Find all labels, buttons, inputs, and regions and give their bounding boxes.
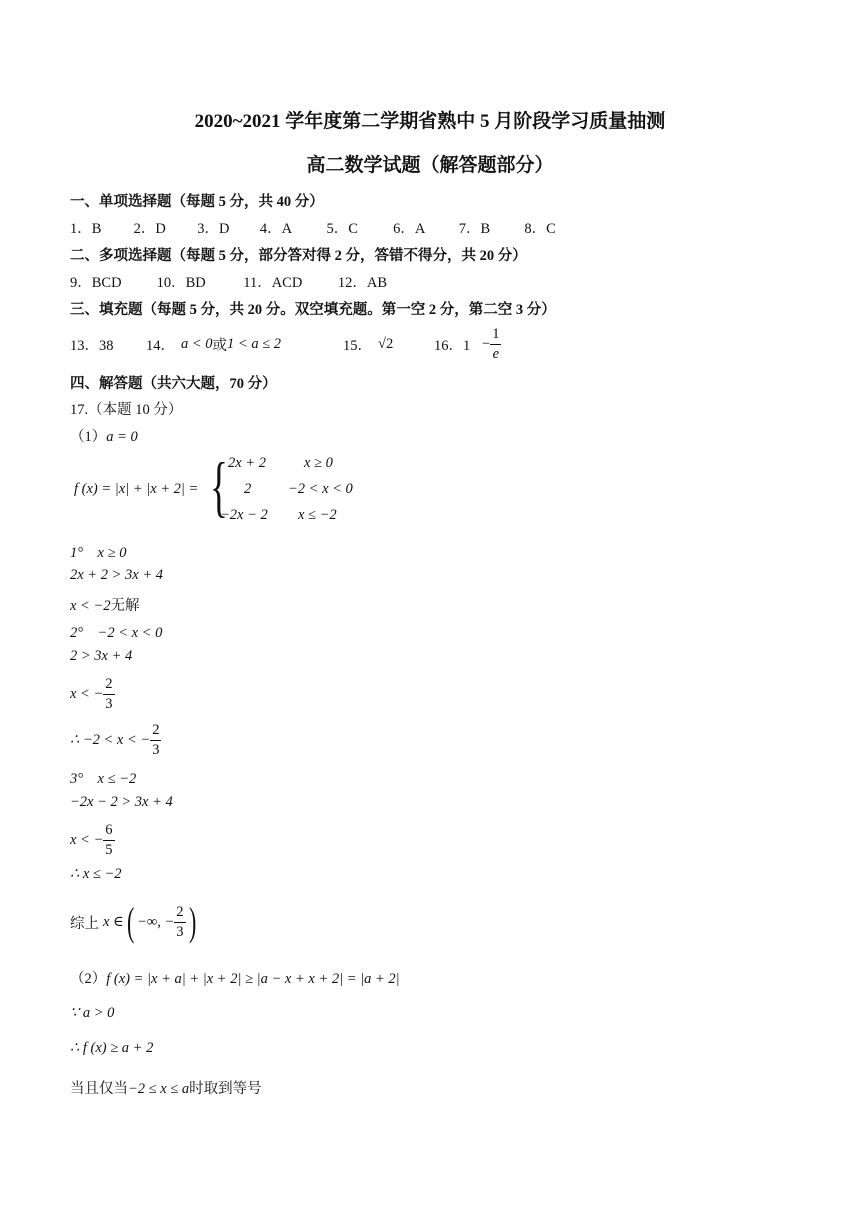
- case1-heading: 1° x ≥ 0: [70, 545, 127, 561]
- equality-post: 时取到等号: [189, 1081, 262, 1097]
- case1-result-expr: x < −2: [70, 598, 111, 614]
- piece-expr-1: 2x + 2: [228, 455, 266, 471]
- part-label: （2）: [70, 971, 107, 987]
- answer-item: 10．BD: [156, 275, 206, 291]
- piece-cond-1: x ≥ 0: [304, 455, 333, 471]
- case3-inequality: −2x − 2 > 3x + 4: [70, 794, 173, 810]
- piece-expr-3: −2x − 2: [220, 507, 268, 523]
- section-heading-multi-choice: 二、多项选择题（每题 5 分，部分答对得 2 分，答错不得分，共 20 分）: [70, 248, 527, 264]
- case1-inequality: 2x + 2 > 3x + 4: [70, 567, 163, 583]
- piece-expr-2: 2: [244, 481, 252, 497]
- answer-14-label: 14．: [146, 337, 175, 354]
- piece-cond-3: x ≤ −2: [298, 507, 337, 523]
- fraction-numerator: 2: [103, 677, 114, 695]
- piece-cond-2: −2 < x < 0: [288, 481, 353, 497]
- case2-result-expr: x < −: [70, 685, 104, 702]
- case3-result-expr: x < −: [70, 831, 104, 848]
- answer-14-or: 或: [212, 337, 228, 354]
- function-lhs: f (x) = |x| + |x + 2| =: [74, 481, 199, 497]
- therefore-line: ∴ f (x) ≥ a + 2: [70, 1040, 154, 1056]
- part-label: （1）: [70, 429, 107, 445]
- answer-item: 8．C: [524, 221, 556, 237]
- fraction-numerator: 6: [103, 823, 114, 841]
- answer-item: 2．D: [133, 221, 166, 237]
- answer-15-value: √2: [378, 335, 394, 352]
- part1-condition: a = 0: [106, 429, 138, 445]
- case2-conclusion-expr: ∴ −2 < x < −: [70, 731, 151, 748]
- section-heading-fill: 三、填充题（每题 5 分，共 20 分。双空填充题。第一空 2 分，第二空 3 分）: [70, 302, 556, 318]
- answer-13: 13．38: [70, 337, 114, 354]
- answer-16-second-sign: −: [482, 335, 491, 352]
- answer-14-part-a: a < 0: [181, 335, 213, 352]
- right-paren: ): [188, 899, 196, 944]
- case2-heading: 2° −2 < x < 0: [70, 625, 163, 641]
- answer-item: 6．A: [393, 221, 426, 237]
- answer-item: 11．ACD: [243, 275, 303, 291]
- answer-item: 3．D: [197, 221, 230, 237]
- fraction-numerator: 2: [174, 905, 185, 923]
- q17-part1: [70, 425, 138, 446]
- case2-conclusion-fraction: [150, 723, 161, 757]
- summary-line: [70, 898, 199, 946]
- answer-item: 12．AB: [337, 275, 388, 291]
- answer-item: 7．B: [458, 221, 491, 237]
- answer-item: 4．A: [259, 221, 293, 237]
- case3-conclusion: ∴ x ≤ −2: [70, 866, 122, 882]
- summary-fraction: [174, 905, 185, 939]
- piecewise-function: [74, 450, 394, 530]
- fraction-denominator: 3: [176, 923, 184, 940]
- q17-header: 17.（本题 10 分）: [70, 402, 183, 418]
- exam-title: 2020~2021 学年度第二学期省熟中 5 月阶段学习质量抽测: [194, 111, 666, 132]
- q17-part2: [70, 967, 400, 988]
- single-choice-answers: [70, 217, 556, 238]
- case2-conclusion: [70, 718, 161, 762]
- fill-answers: [70, 322, 501, 366]
- case2-inequality: 2 > 3x + 4: [70, 648, 133, 664]
- answer-14-part-b: 1 < a ≤ 2: [227, 335, 282, 352]
- section-heading-solutions: 四、解答题（共六大题，70 分）: [70, 376, 277, 392]
- case3-heading: 3° x ≤ −2: [70, 771, 137, 787]
- summary-label: 综上: [70, 915, 99, 932]
- fraction-numerator: 2: [150, 723, 161, 741]
- case1-no-solution: 无解: [110, 598, 140, 614]
- case2-result: [70, 672, 115, 716]
- equality-pre: 当且仅当: [70, 1081, 128, 1097]
- section-heading-single-choice: 一、单项选择题（每题 5 分，共 40 分）: [70, 194, 324, 210]
- answer-16-second-fraction: [490, 327, 501, 361]
- case1-result: [70, 594, 140, 615]
- fraction-denominator: 3: [105, 695, 113, 712]
- equality-range: −2 ≤ x ≤ a: [128, 1081, 190, 1097]
- part2-expression: f (x) = |x + a| + |x + 2| ≥ |a − x + x + 2| = |a + 2|: [106, 971, 400, 987]
- multi-choice-answers: [70, 271, 387, 292]
- left-brace: {: [210, 448, 228, 524]
- fraction-denominator: 5: [105, 841, 113, 858]
- fraction-denominator: e: [492, 345, 500, 362]
- summary-interval: −∞, −: [137, 913, 175, 930]
- exam-subtitle: 高二数学试题（解答题部分）: [306, 155, 554, 176]
- summary-x: x ∈: [103, 913, 124, 930]
- case2-result-fraction: [103, 677, 114, 711]
- equality-condition: [70, 1077, 262, 1098]
- answer-15-label: 15．: [343, 337, 373, 354]
- answer-16-first: 16．1: [434, 337, 471, 354]
- fraction-numerator: 1: [490, 327, 501, 345]
- case3-result: [70, 818, 115, 862]
- left-paren: (: [126, 899, 135, 944]
- because-line: ∵ a > 0: [70, 1005, 115, 1021]
- case3-result-fraction: [103, 823, 114, 857]
- answer-item: 9．BCD: [70, 275, 122, 291]
- answer-item: 5．C: [326, 221, 358, 237]
- fraction-denominator: 3: [152, 741, 160, 758]
- answer-item: 1．B: [70, 221, 102, 237]
